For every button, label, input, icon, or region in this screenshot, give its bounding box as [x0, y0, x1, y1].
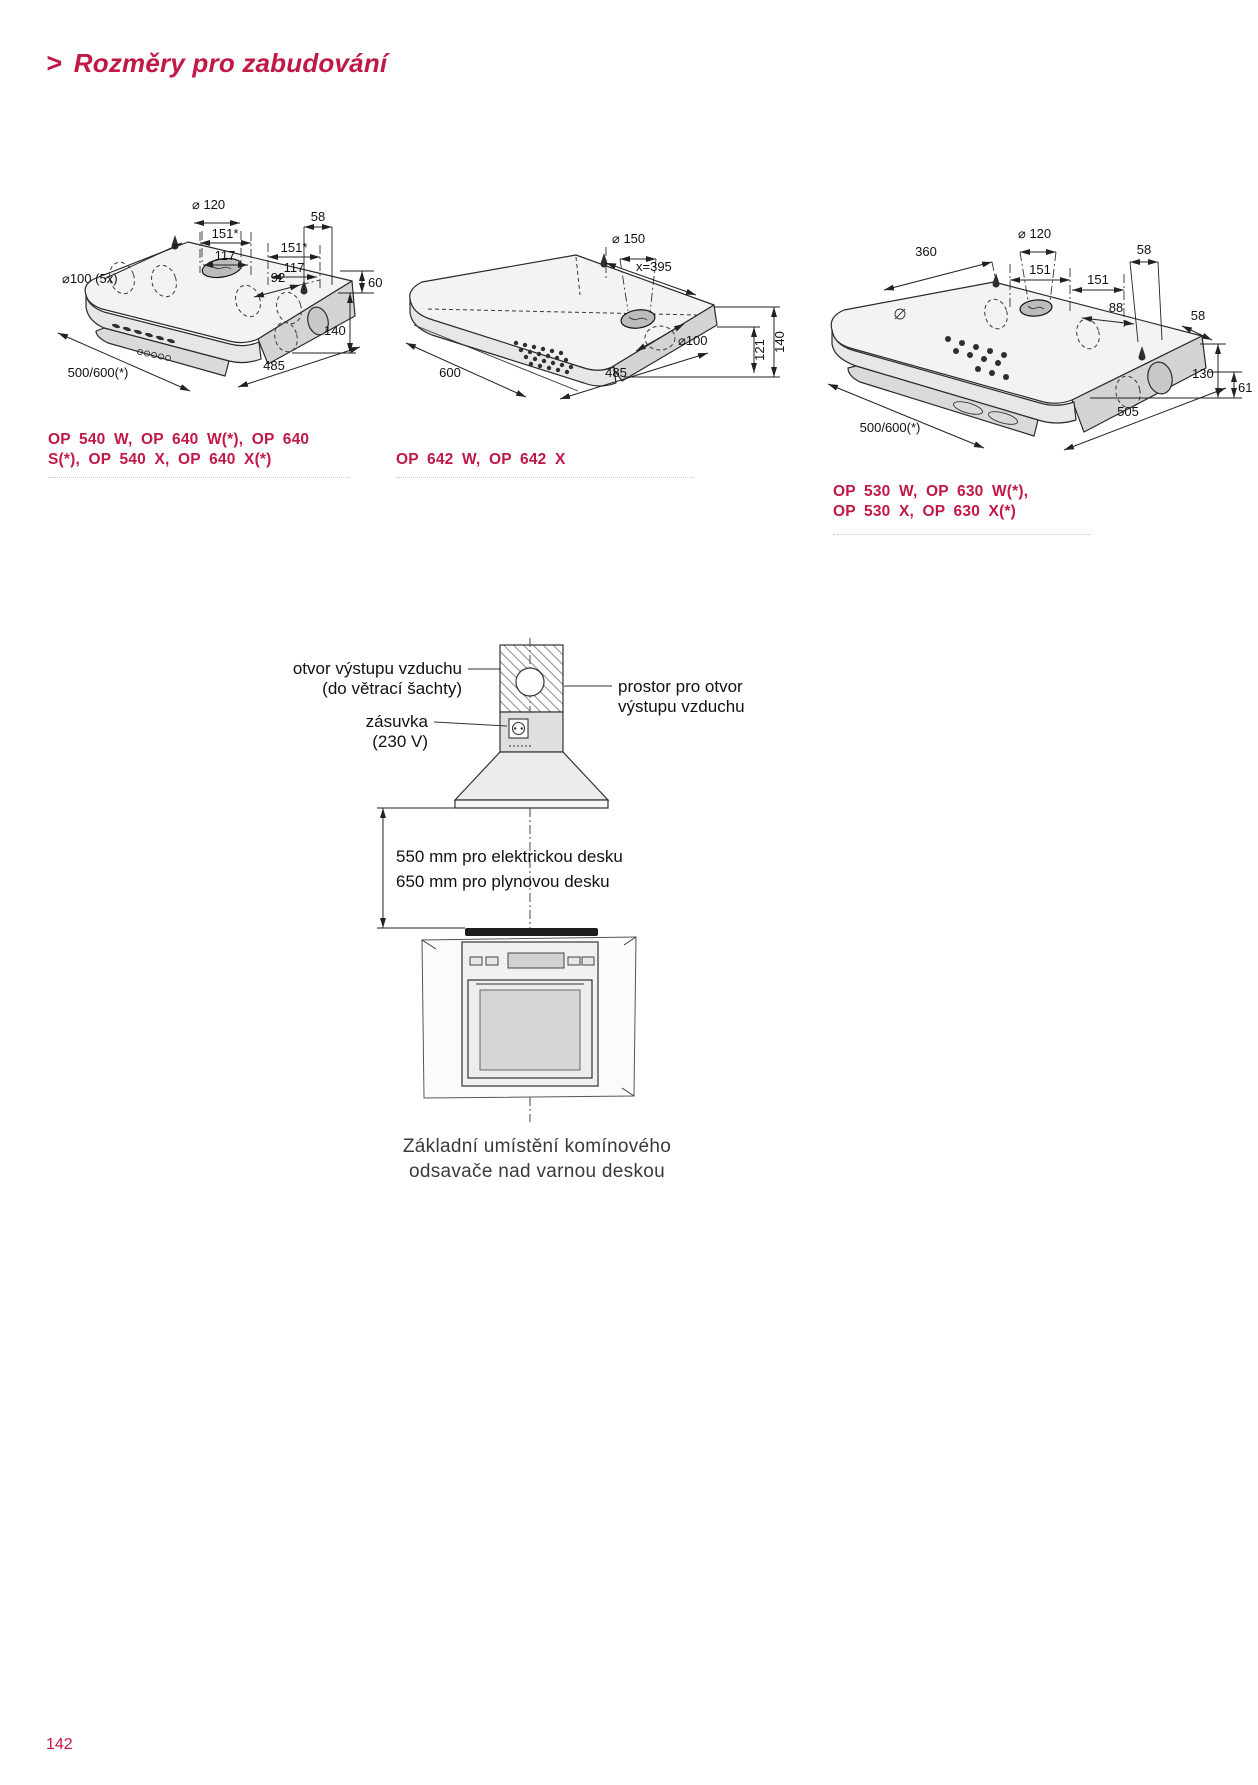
- oven-window: [480, 990, 580, 1070]
- dim-label: 60: [368, 275, 383, 290]
- dim-label: 117: [214, 248, 236, 263]
- page-number: 142: [46, 1736, 73, 1753]
- chimney-shaft: [500, 645, 563, 752]
- hood-canopy: [455, 752, 608, 808]
- socket-icon: [509, 719, 528, 738]
- distance-gas-label: 650 mm pro plynovou desku: [396, 872, 610, 891]
- installation-diagram: [280, 630, 980, 1190]
- dim-label: 505: [1117, 404, 1139, 419]
- outlet-label-2: (do větrací šachty): [322, 679, 462, 698]
- dim-label: 140: [772, 331, 787, 353]
- dim-label: ⌀ 150: [612, 231, 646, 246]
- dim-label: 500/600(*): [67, 365, 129, 380]
- dim-label: 58: [310, 209, 326, 224]
- oven-and-cooktop: [422, 928, 636, 1098]
- technical-drawing-hood-b: [398, 195, 798, 400]
- dim-label: ⌀ 120: [1018, 226, 1052, 241]
- distance-electric-label: 550 mm pro elektrickou desku: [396, 847, 623, 866]
- dim-label: 92: [270, 270, 286, 285]
- technical-drawing-hood-a: [42, 185, 397, 400]
- dim-label: x=395: [636, 259, 672, 274]
- diagram-caption-line1: Základní umístění komínového: [402, 1136, 672, 1157]
- socket-label-2: (230 V): [372, 732, 428, 751]
- models-label-c: [833, 482, 1028, 522]
- space-label: prostor pro otvor: [618, 677, 743, 696]
- dim-label: 88: [1108, 300, 1124, 315]
- models-label-a-line2: S(*), OP 540 X, OP 640 X(*): [48, 451, 272, 468]
- socket-label: zásuvka: [365, 712, 428, 731]
- label-divider: [396, 477, 694, 478]
- page-title: Rozměry pro zabudování: [73, 48, 388, 78]
- dim-label: 151: [1029, 262, 1051, 277]
- dim-label: ⌀ 120: [192, 197, 226, 212]
- dim-label: 58: [1190, 308, 1206, 323]
- page-header: [46, 48, 387, 79]
- models-label-b: [396, 450, 566, 470]
- space-label-2: výstupu vzduchu: [618, 697, 745, 716]
- dim-label: 151: [1087, 272, 1109, 287]
- technical-drawing-hood-c: [798, 192, 1258, 467]
- dim-label: 500/600(*): [859, 420, 921, 435]
- dim-label: 151*: [280, 240, 308, 255]
- dim-label: 485: [605, 365, 627, 380]
- dim-label: ⌀100: [678, 333, 708, 348]
- dim-label: 485: [263, 358, 285, 373]
- dim-label: 151*: [211, 226, 239, 241]
- models-label-c-line1: OP 530 W, OP 630 W(*),: [833, 483, 1029, 500]
- dim-label: 58: [1136, 242, 1152, 257]
- dim-label: ⌀100 (5x): [62, 271, 118, 286]
- dim-label: 61: [1238, 380, 1253, 395]
- label-divider: [48, 477, 350, 478]
- air-outlet-hole: [516, 668, 544, 696]
- dim-label: 121: [752, 339, 767, 361]
- diagram-caption: [332, 1134, 742, 1184]
- dim-label: 600: [439, 365, 461, 380]
- diagram-caption-line2: odsavače nad varnou deskou: [408, 1161, 666, 1182]
- height-dimension: [377, 808, 623, 928]
- models-label-b-line1: OP 642 W, OP 642 X: [396, 451, 566, 468]
- models-label-c-line2: OP 530 X, OP 630 X(*): [833, 503, 1017, 520]
- outlet-label: otvor výstupu vzduchu: [292, 659, 462, 678]
- models-label-a: [48, 430, 309, 470]
- chevron-icon: >: [46, 48, 62, 78]
- hood-c-body: [831, 273, 1206, 436]
- dim-label: 360: [915, 244, 937, 259]
- dim-label: 117: [283, 260, 305, 275]
- dim-label: 130: [1192, 366, 1214, 381]
- dim-label: 140: [324, 323, 346, 338]
- models-label-a-line1: OP 540 W, OP 640 W(*), OP 640: [48, 431, 310, 448]
- label-divider: [833, 534, 1091, 535]
- cooktop: [465, 928, 598, 936]
